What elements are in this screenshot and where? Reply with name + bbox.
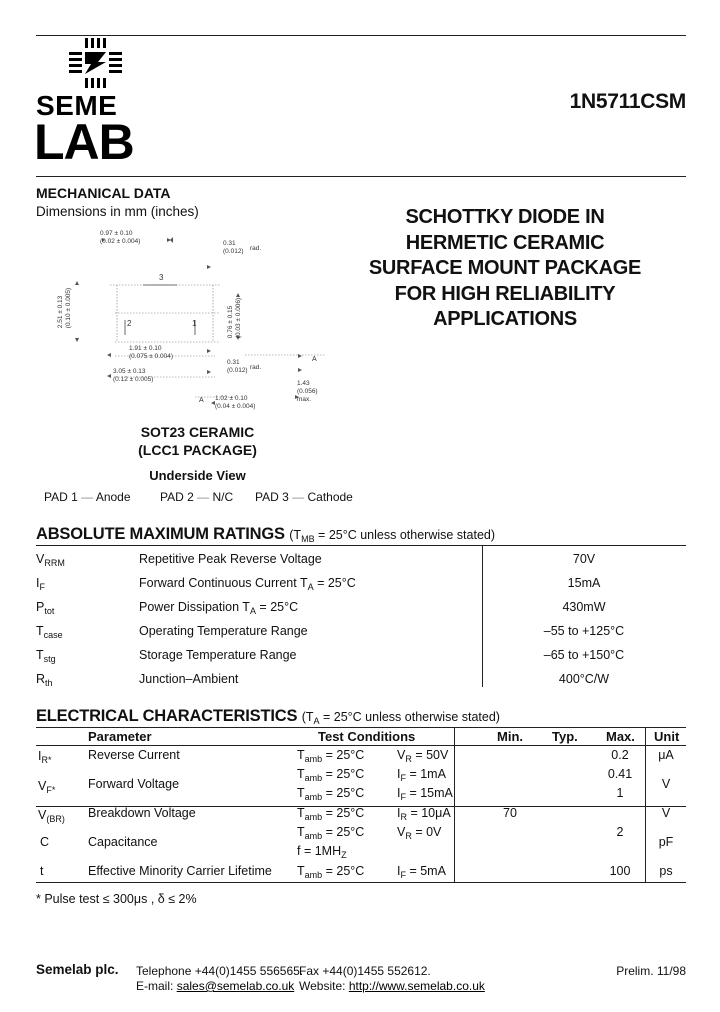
package-line-1: SOT23 CERAMIC	[140, 424, 255, 440]
header-rule	[36, 176, 686, 177]
description-line-1: SCHOTTKY DIODE IN	[405, 206, 605, 228]
bottom-rule	[36, 882, 686, 883]
sym-t: t	[40, 864, 44, 878]
cond-vbr-2: $I_R = 10\mu A$	[397, 806, 451, 822]
footer-telephone: Telephone +44(0)1455 556565.	[136, 964, 304, 978]
pad-1: PAD 1 — Anode	[44, 490, 131, 504]
sym-vbr: $V_{(BR)}$	[38, 808, 65, 824]
description-line-2: HERMETIC CERAMIC	[405, 231, 605, 254]
pad-2: PAD 2 — N/C	[160, 490, 234, 504]
footer-email: E-mail: sales@semelab.co.uk	[136, 979, 295, 993]
section-a-top: A	[312, 356, 317, 363]
cond-c-2: $V_R = 0V$	[397, 825, 442, 841]
unit-c: pF	[658, 835, 674, 849]
dim-pitch: 1.91 ± 0.10 (0.075 ± 0.004)	[129, 345, 174, 360]
mechanical-subtitle: Dimensions in mm (inches)	[36, 204, 199, 219]
dim-body-width: 3.05 ± 0.13 (0.12 ± 0.005)	[113, 368, 154, 383]
cond-c-3: $f = 1MH_Z$	[297, 844, 347, 860]
cond-vf-3: $T_{amb} = 25^\circ C$	[297, 786, 365, 802]
sym-ir: $I_{R*}$	[38, 749, 52, 765]
footer-prelim: Prelim. 11/98	[616, 964, 686, 978]
elec-title: ELECTRICAL CHARACTERISTICS	[36, 707, 298, 725]
table-row: $I_F$ Forward Continuous Current $T_A = 25^\circ C$ 15mA	[36, 576, 601, 592]
package-line-2: (LCC1 PACKAGE)	[138, 442, 257, 458]
header-underline	[36, 745, 686, 746]
abs-max-rule	[36, 545, 686, 546]
package-drawing	[55, 225, 335, 420]
max-ir: 0.2	[611, 748, 629, 762]
description-line-3: SURFACE MOUNT PACKAGE	[368, 257, 642, 279]
description-line-5: APPLICATIONS	[433, 308, 577, 330]
max-t: 100	[609, 864, 631, 878]
package-name	[110, 423, 285, 459]
col-header-parameter: Parameter	[88, 729, 152, 744]
elec-table	[36, 727, 686, 883]
cond-ir-1: $T_{amb} = 25^\circ C$	[297, 748, 365, 764]
dim-height-left: 2.51 ± 0.13 (0.10 ± 0.005)	[57, 287, 73, 329]
cond-t-1: $T_{amb} = 25^\circ C$	[297, 864, 365, 880]
footer-company: Semelab plc.	[36, 962, 119, 977]
underside-view: Underside View	[149, 468, 246, 483]
max-vf-1: 0.41	[607, 767, 633, 781]
dim-thickness: 1.43 (0.056) max.	[297, 380, 318, 403]
dim-radius-pad-rad: rad.	[250, 364, 262, 371]
unit-t: ps	[659, 864, 673, 878]
dim-radius-pad: 0.31 (0.012)	[227, 359, 248, 374]
table-row: $T_{case}$ Operating Temperature Range –55 to +125°C	[36, 624, 625, 640]
sym-c: C	[40, 835, 50, 849]
footer-fax: Fax +44(0)1455 552612.	[299, 964, 431, 978]
abs-max-table	[36, 547, 686, 691]
cond-vf-1: $T_{amb} = 25^\circ C$	[297, 767, 365, 783]
param-capacitance: Capacitance	[88, 835, 158, 849]
col-header-test: Test Conditions	[318, 729, 416, 744]
dim-height-right: 0.76 ± 0.15 (0.03 ± 0.006)	[227, 297, 243, 339]
param-breakdown-voltage: Breakdown Voltage	[88, 806, 196, 820]
col-header-typ: Typ.	[552, 729, 578, 744]
website-link[interactable]: http://www.semelab.co.uk	[348, 979, 485, 993]
dim-width-top: 0.97 ± 0.10 (0.02 ± 0.004)	[100, 230, 141, 245]
semelab-logo	[36, 38, 161, 168]
unit-vf: V	[661, 777, 671, 791]
dim-pad-width: 1.02 ± 0.10 (0.04 ± 0.004)	[215, 395, 256, 410]
vline-1	[454, 727, 455, 883]
mechanical-title: MECHANICAL DATA	[36, 185, 171, 201]
elec-conditions: ($T_A = 25^\circ C$ unless otherwise stated)	[301, 710, 500, 726]
param-forward-voltage: Forward Voltage	[88, 777, 180, 791]
table-row: $P_{tot}$ Power Dissipation $T_A = 25^\circ C$ 430mW	[36, 600, 606, 616]
logo-mark-icon	[36, 38, 161, 98]
min-vbr: 70	[503, 806, 517, 820]
col-header-min: Min.	[497, 729, 523, 744]
pad-2-label: 2	[127, 319, 132, 328]
table-row: $R_{th}$ Junction–Ambient 400°C/W	[36, 672, 610, 688]
cond-c-1: $T_{amb} = 25^\circ C$	[297, 825, 365, 841]
col-header-max: Max.	[606, 729, 635, 744]
section-a-bottom: A	[199, 397, 204, 404]
device-description	[350, 205, 660, 333]
pad-3: PAD 3 — Cathode	[255, 490, 353, 504]
sym-vf: $V_{F*}$	[38, 779, 56, 795]
dim-radius-top-rad: rad.	[250, 245, 262, 252]
param-lifetime: Effective Minority Carrier Lifetime	[88, 864, 272, 878]
elec-heading	[36, 707, 500, 726]
abs-max-heading	[36, 525, 495, 544]
dim-radius-top: 0.31 (0.012)	[223, 240, 244, 255]
table-row: $V_{RRM}$ Repetitive Peak Reverse Voltage 70V	[36, 552, 596, 568]
cond-ir-2: $V_R = 50V$	[397, 748, 449, 764]
cond-vf-2: $I_F = 1mA$	[397, 767, 446, 783]
param-reverse-current: Reverse Current	[88, 748, 180, 762]
top-rule	[36, 35, 686, 36]
max-vf-2: 1	[616, 786, 624, 800]
pad-1-label: 1	[192, 319, 197, 328]
email-link[interactable]: sales@semelab.co.uk	[176, 979, 295, 993]
footer-website: Website: http://www.semelab.co.uk	[299, 979, 485, 993]
part-number: 1N5711CSM	[569, 90, 686, 113]
abs-max-title: ABSOLUTE MAXIMUM RATINGS	[36, 525, 285, 543]
abs-max-conditions: ($T_{MB} = 25^\circ C$ unless otherwise stated)	[289, 528, 496, 544]
logo-lab: LAB	[34, 114, 134, 170]
unit-vbr: V	[661, 806, 671, 820]
cond-vbr-1: $T_{amb} = 25^\circ C$	[297, 806, 365, 822]
logo-seme: SEME	[36, 90, 118, 121]
pad-3-label: 3	[159, 273, 164, 282]
max-c: 2	[616, 825, 624, 839]
footnote: * Pulse test ≤ 300μs , δ ≤ 2%	[36, 892, 197, 906]
col-header-unit: Unit	[654, 729, 680, 744]
cond-vf-4: $I_F = 15mA$	[397, 786, 453, 802]
unit-ir: μA	[658, 748, 674, 762]
table-row: $T_{stg}$ Storage Temperature Range –65 to +150°C	[36, 648, 625, 664]
description-line-4: FOR HIGH RELIABILITY	[394, 282, 616, 305]
cond-t-2: $I_F = 5mA$	[397, 864, 446, 880]
